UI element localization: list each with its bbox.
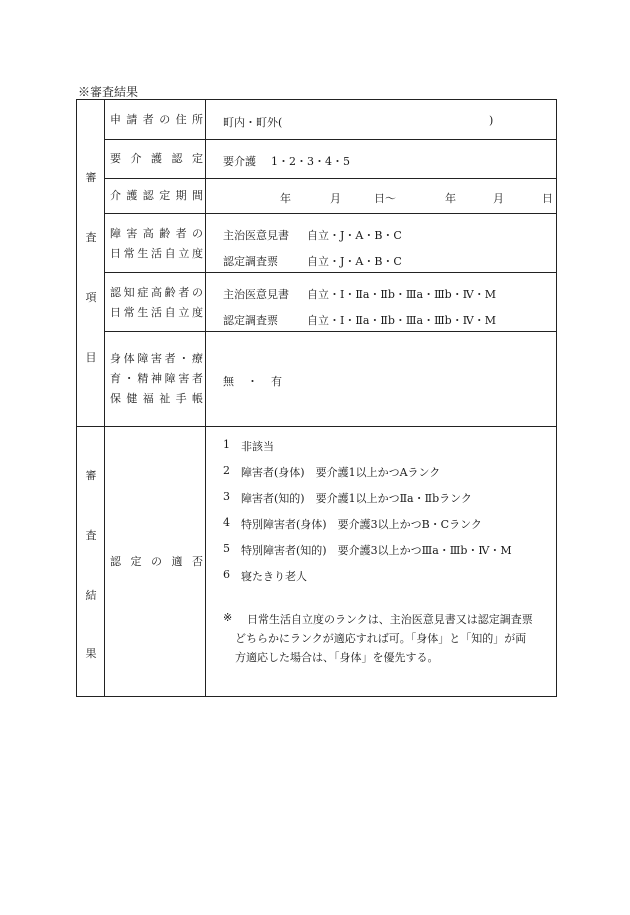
period-day: 日〜 xyxy=(374,192,396,205)
period-month-end: 月 xyxy=(493,192,504,205)
page-title: ※審査結果 xyxy=(78,85,139,99)
dementia-doctor-label: 主治医意見書 xyxy=(223,288,289,301)
handbook-label-line2: 育・精神障害者 xyxy=(110,372,203,385)
elderly-label-line1: 障害高齢者の xyxy=(110,227,203,240)
elderly-survey-value: 自立・J・A・B・C xyxy=(307,255,402,268)
section-divider xyxy=(77,426,556,427)
note-mark: ※ xyxy=(223,611,233,624)
section-label-char: 項 xyxy=(85,291,97,304)
address-value: 町内・町外( xyxy=(223,116,283,129)
note-line: 方適応した場合は、「身体」を優先する。 xyxy=(235,651,439,664)
section-label-char: 結 xyxy=(85,589,97,602)
section-label-char: 目 xyxy=(85,351,97,364)
section-label-char: 査 xyxy=(85,529,97,542)
period-day-end: 日 xyxy=(542,192,553,205)
elderly-doctor-value: 自立・J・A・B・C xyxy=(307,229,402,242)
result-item-text: 障害者(知的) 要介護1以上かつⅡa・Ⅱbランク xyxy=(241,492,472,505)
period-year: 年 xyxy=(280,192,291,205)
care-level-label: 要介護認定 xyxy=(110,152,203,165)
result-item-number: 3 xyxy=(223,490,230,503)
result-item-text: 特別障害者(知的) 要介護3以上かつⅢa・Ⅲb・Ⅳ・M xyxy=(241,544,512,557)
section-label-char: 審 xyxy=(85,469,97,482)
period-label: 介護認定期間 xyxy=(110,189,203,202)
elderly-label-line2: 日常生活自立度 xyxy=(110,247,203,260)
row-divider xyxy=(105,331,556,332)
address-label: 申請者の住所 xyxy=(110,113,203,126)
dementia-label-line1: 認知症高齢者の xyxy=(110,286,203,299)
handbook-no: 無 xyxy=(223,375,234,388)
result-item-number: 1 xyxy=(223,438,230,451)
note-line: どちらかにランクが適応すれば可。「身体」と「知的」が両 xyxy=(235,632,527,645)
note-line: 日常生活自立度のランクは、主治医意見書又は認定調査票 xyxy=(247,613,533,626)
row-divider xyxy=(105,178,556,179)
result-item-text: 非該当 xyxy=(241,440,274,453)
result-item-number: 5 xyxy=(223,542,230,555)
row-divider xyxy=(105,139,556,140)
approval-label: 認定の適否 xyxy=(110,555,203,568)
elderly-doctor-label: 主治医意見書 xyxy=(223,229,289,242)
column-divider-2 xyxy=(205,100,206,696)
section-label-char: 果 xyxy=(85,647,97,660)
result-item-number: 2 xyxy=(223,464,230,477)
section-label-char: 査 xyxy=(85,231,97,244)
address-close-paren: ) xyxy=(489,114,494,127)
handbook-yes: 有 xyxy=(271,375,282,388)
handbook-label-line3: 保健福祉手帳 xyxy=(110,392,203,405)
result-item-text: 障害者(身体) 要介護1以上かつAランク xyxy=(241,466,441,479)
handbook-label-line1: 身体障害者・療 xyxy=(110,352,203,365)
column-divider-1 xyxy=(104,100,105,696)
handbook-separator: ・ xyxy=(247,375,258,388)
care-level-options: 1・2・3・4・5 xyxy=(271,155,350,168)
result-item-number: 4 xyxy=(223,516,230,529)
period-year-end: 年 xyxy=(445,192,456,205)
dementia-survey-value: 自立・Ⅰ・Ⅱa・Ⅱb・Ⅲa・Ⅲb・Ⅳ・M xyxy=(307,314,496,327)
section-label-char: 審 xyxy=(85,171,97,184)
dementia-survey-label: 認定調査票 xyxy=(223,314,278,327)
result-item-text: 特別障害者(身体) 要介護3以上かつB・Cランク xyxy=(241,518,482,531)
row-divider xyxy=(105,272,556,273)
result-item-text: 寝たきり老人 xyxy=(241,570,307,583)
result-item-number: 6 xyxy=(223,568,230,581)
care-level-prefix: 要介護 xyxy=(223,155,256,168)
row-divider xyxy=(105,213,556,214)
review-result-form xyxy=(76,99,557,697)
elderly-survey-label: 認定調査票 xyxy=(223,255,278,268)
dementia-doctor-value: 自立・Ⅰ・Ⅱa・Ⅱb・Ⅲa・Ⅲb・Ⅳ・M xyxy=(307,288,496,301)
dementia-label-line2: 日常生活自立度 xyxy=(110,306,203,319)
period-month: 月 xyxy=(330,192,341,205)
